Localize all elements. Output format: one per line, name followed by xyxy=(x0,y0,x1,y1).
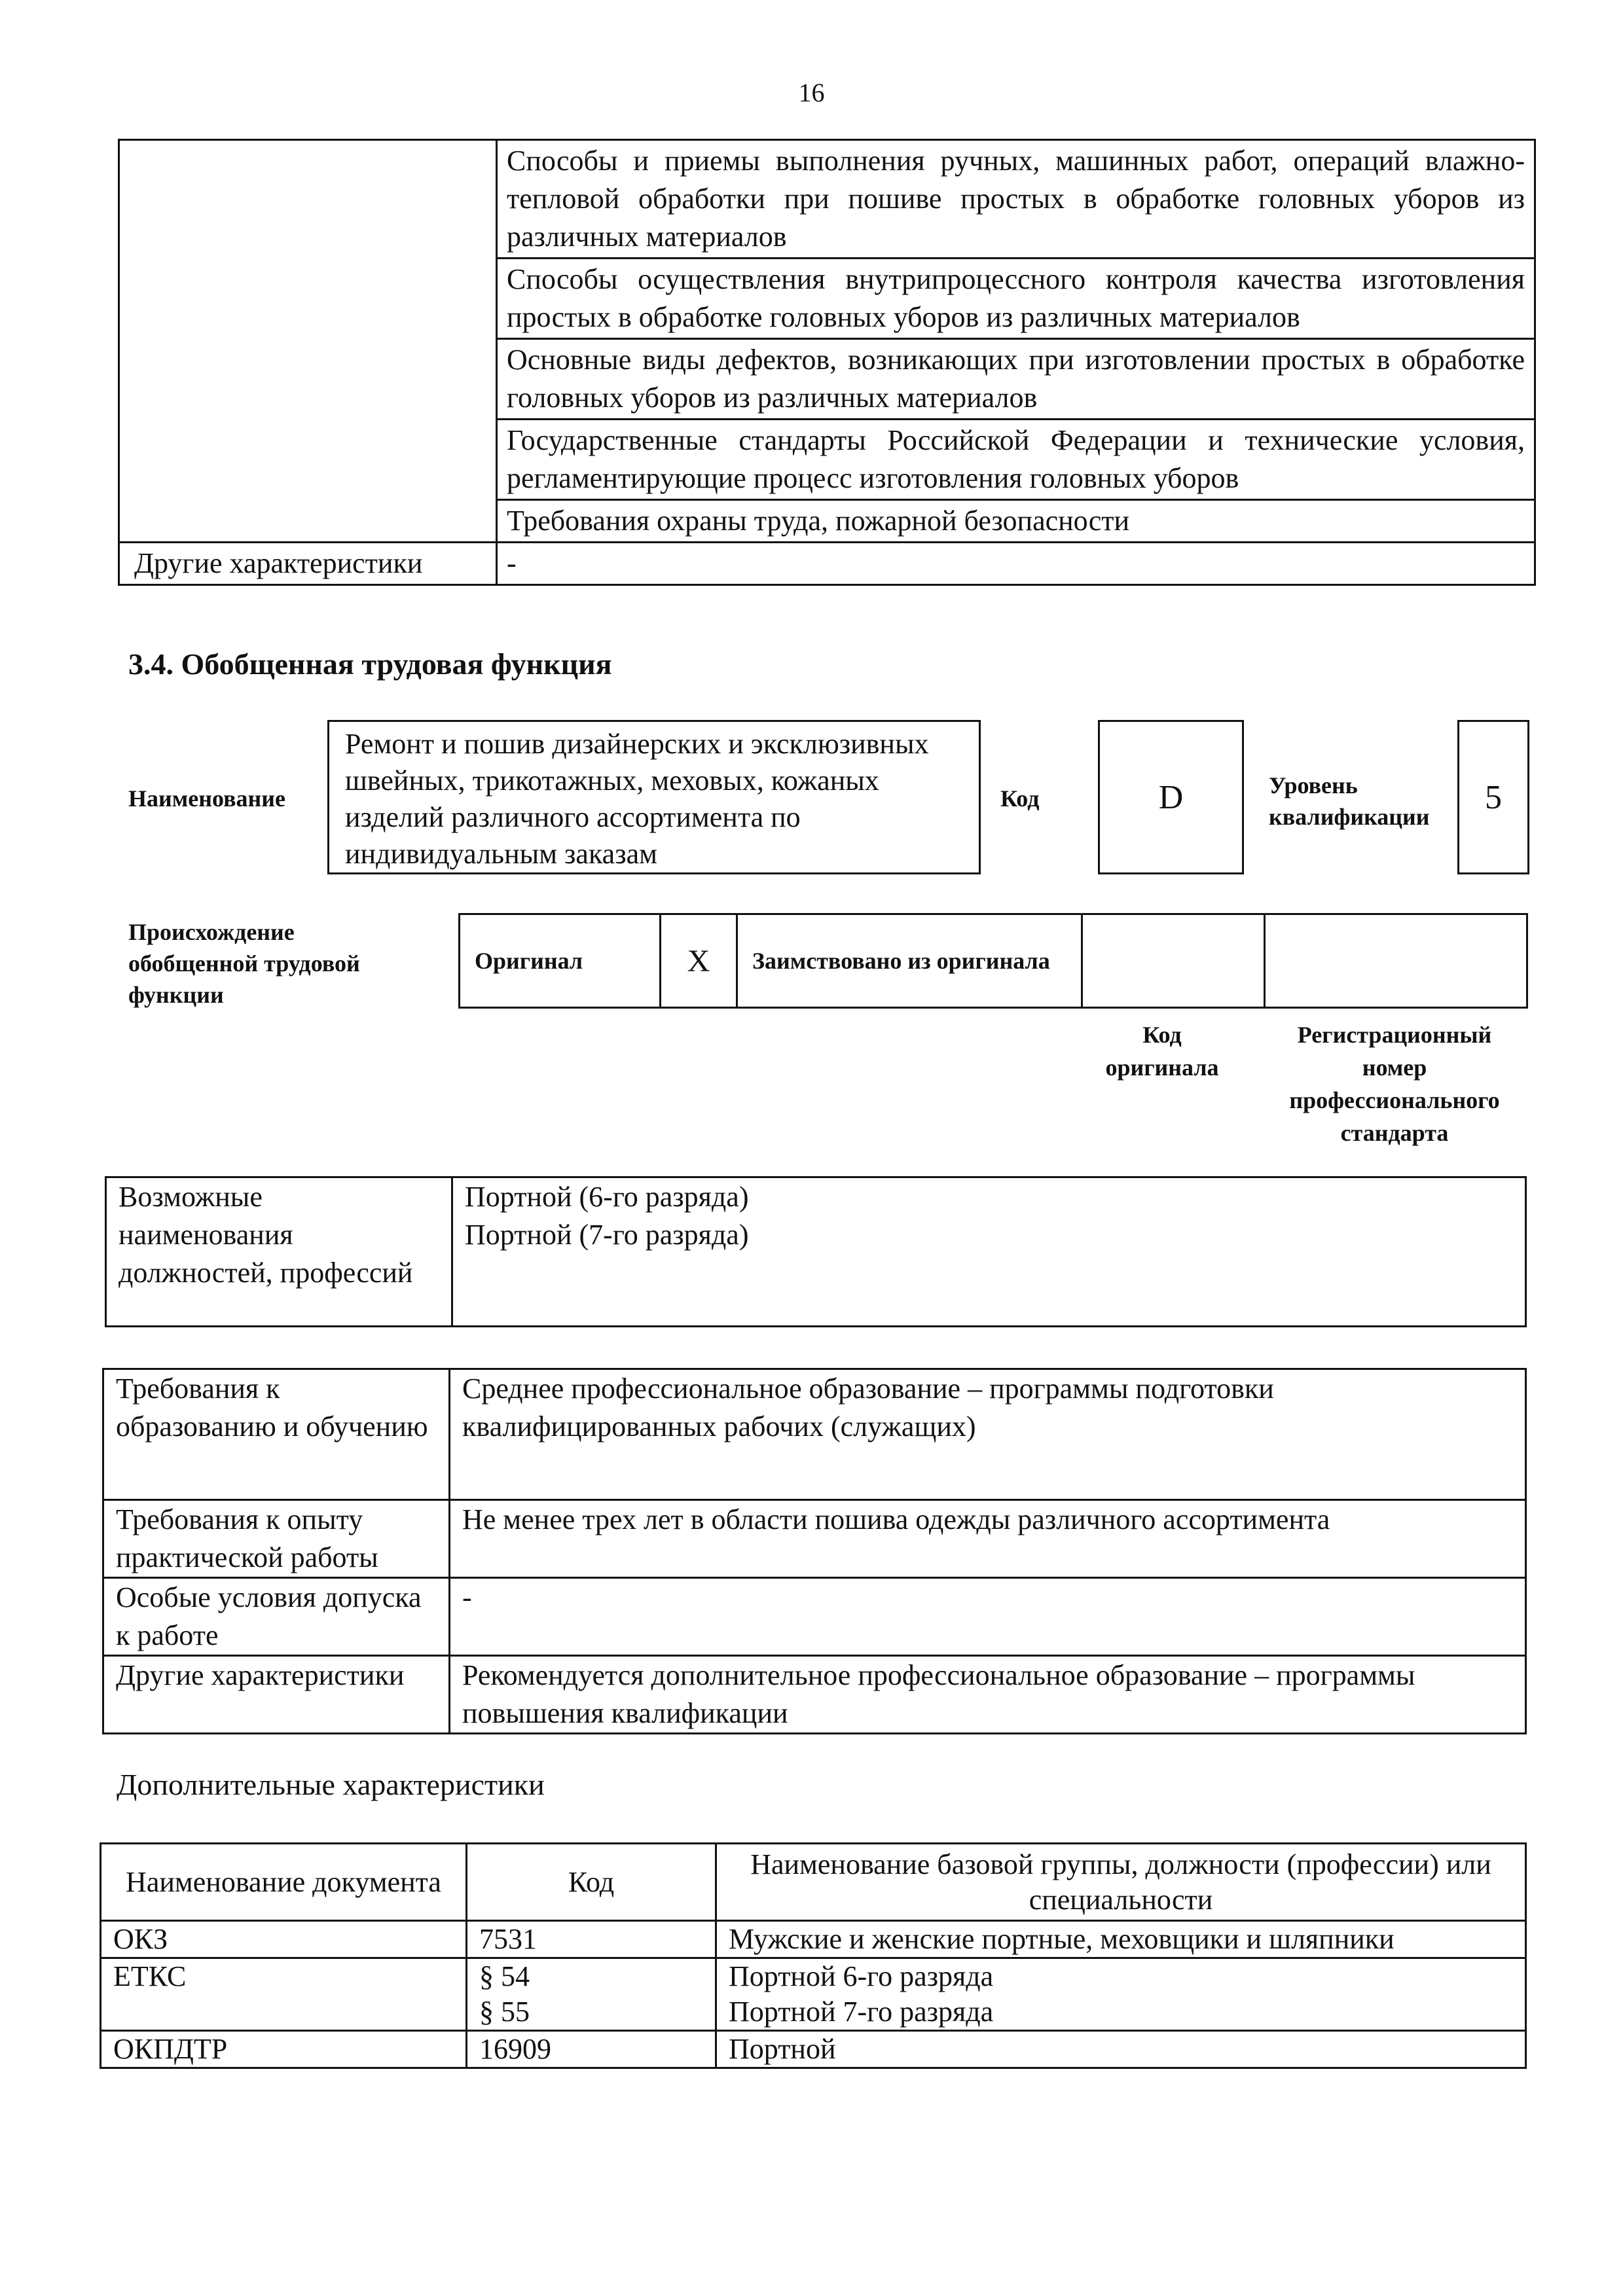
borrowed-label: Заимствовано из оригинала xyxy=(737,914,1082,1008)
code-box: D xyxy=(1098,720,1244,874)
requirement-value: Не менее трех лет в области пошива одежды различного ассортимента xyxy=(450,1500,1526,1578)
additional-table xyxy=(100,1842,1527,2069)
header-code: Код xyxy=(467,1844,716,1921)
positions-label: Возможные наименования должностей, профессий xyxy=(106,1177,452,1327)
knowledge-item: Государственные стандарты Российской Федерации и технические условия, регламентирующие процесс изготовления головных уборов xyxy=(497,420,1535,500)
position-item: Портной (7-го разряда) xyxy=(465,1219,749,1251)
origin-table xyxy=(458,913,1528,1009)
original-label: Оригинал xyxy=(460,914,661,1008)
name-cell xyxy=(716,1958,1526,2031)
requirements-table xyxy=(102,1368,1527,1734)
section-title: 3.4. Обобщенная трудовая функция xyxy=(128,647,612,681)
other-characteristics-label: Другие характеристики xyxy=(119,543,497,585)
name-line: Портной 7-го разряда xyxy=(729,1996,994,2028)
positions-table xyxy=(105,1176,1527,1327)
name-label: Наименование xyxy=(128,785,285,812)
header-document: Наименование документа xyxy=(101,1844,467,1921)
knowledge-item: Способы и приемы выполнения ручных, машинных работ, операций влажно-тепловой обработки при пошиве простых в обработке головных уборов из различных материалов xyxy=(497,140,1535,259)
requirement-value: - xyxy=(450,1578,1526,1656)
level-box: 5 xyxy=(1457,720,1529,874)
code-cell: 7531 xyxy=(467,1921,716,1958)
requirement-label: Требования к опыту практической работы xyxy=(103,1500,450,1578)
knowledge-item: Основные виды дефектов, возникающих при изготовлении простых в обработке головных уборов из различных материалов xyxy=(497,339,1535,420)
other-characteristics-value: - xyxy=(497,543,1535,585)
code-cell: 16909 xyxy=(467,2031,716,2068)
function-name-box: Ремонт и пошив дизайнерских и эксклюзивных швейных, трикотажных, меховых, кожаных изделий различного ассортимента по индивидуальным заказам xyxy=(327,720,981,874)
name-cell: Портной xyxy=(716,2031,1526,2068)
knowledge-item: Требования охраны труда, пожарной безопасности xyxy=(497,500,1535,543)
level-label: Уровень квалификации xyxy=(1269,772,1430,830)
page-number: 16 xyxy=(798,78,825,107)
requirement-value: Среднее профессиональное образование – программы подготовки квалифицированных рабочих (служащих) xyxy=(450,1369,1526,1500)
knowledge-item: Способы осуществления внутрипроцессного контроля качества изготовления простых в обработке головных уборов из различных материалов xyxy=(497,259,1535,339)
header-name: Наименование базовой группы, должности (профессии) или специальности xyxy=(716,1844,1526,1921)
code-label: Код xyxy=(1000,785,1040,812)
requirement-value: Рекомендуется дополнительное профессиональное образование – программы повышения квалификации xyxy=(450,1656,1526,1734)
empty-cell xyxy=(119,140,497,543)
knowledge-table xyxy=(118,139,1536,586)
doc-cell: ОКЗ xyxy=(101,1921,467,1958)
code-line: § 55 xyxy=(479,1996,530,2028)
name-cell: Мужские и женские портные, меховщики и шляпники xyxy=(716,1921,1526,1958)
original-code-cell xyxy=(1082,914,1265,1008)
code-caption: Код оригинала xyxy=(1105,1022,1219,1081)
requirement-label: Особые условия допуска к работе xyxy=(103,1578,450,1656)
positions-values xyxy=(452,1177,1526,1327)
registration-number-cell xyxy=(1265,914,1527,1008)
origin-label: Происхождение обобщенной трудовой функции xyxy=(128,919,360,1008)
doc-cell: ЕТКС xyxy=(101,1958,467,2031)
name-line: Портной 6-го разряда xyxy=(729,1960,994,1992)
registration-caption: Регистрационный номер профессионального стандарта xyxy=(1289,1022,1500,1146)
requirement-label: Требования к образованию и обучению xyxy=(103,1369,450,1500)
code-line: § 54 xyxy=(479,1960,530,1992)
code-cell xyxy=(467,1958,716,2031)
original-mark: X xyxy=(661,914,737,1008)
additional-title: Дополнительные характеристики xyxy=(117,1768,545,1801)
doc-cell: ОКПДТР xyxy=(101,2031,467,2068)
position-item: Портной (6-го разряда) xyxy=(465,1181,749,1213)
requirement-label: Другие характеристики xyxy=(103,1656,450,1734)
